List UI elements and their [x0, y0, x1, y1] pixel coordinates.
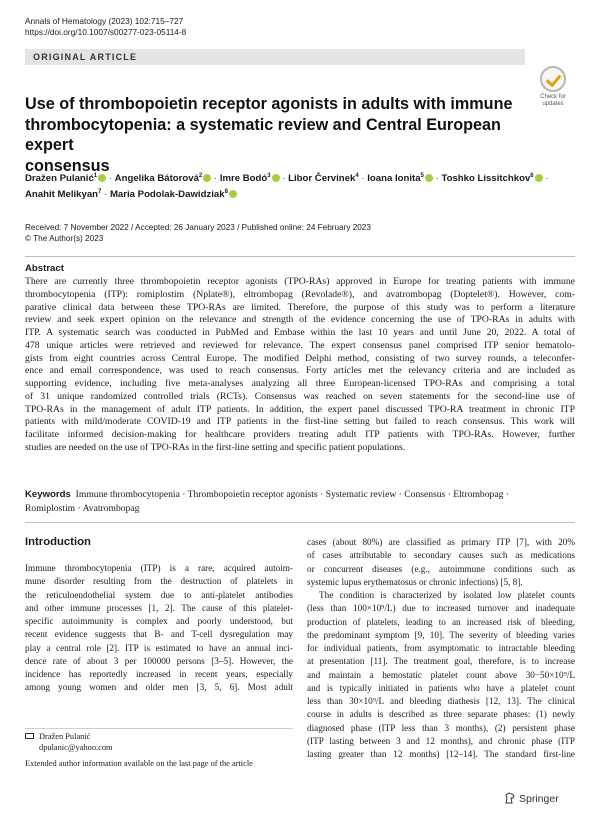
orcid-icon[interactable] — [229, 190, 237, 198]
text-line: (ITP lasting between 3 and 12 months), and chronic phase (ITP — [307, 735, 575, 746]
article-dates — [25, 222, 371, 244]
author[interactable]: Imre Bodó$^3$ — [220, 173, 280, 184]
abstract-line: patients with mild/moderate COVID-19 and ITP patients in the first-line setting but failed to reach consensus. This work will — [25, 416, 575, 428]
author[interactable]: Maria Podolak-Dawidziak$^8$ — [110, 189, 237, 200]
abstract-line: There are currently three thrombopoietin receptor agonists (TPO-RAs) approved in Europe for treating patients with immune — [25, 276, 575, 287]
text-line: play a central role [2]. ITP is estimated to have an annual inci- — [25, 642, 293, 653]
abstract-line: ence and email correspondence, was used to reach consensus. Forty articles met the relevancy criteria and are included as — [25, 365, 575, 377]
text-line: production of platelets, leading to an increased risk of bleeding, — [307, 616, 575, 627]
check-mark-icon — [540, 66, 566, 92]
title-line: thrombocytopenia: a systematic review and Central European expert — [25, 115, 501, 154]
text-line: diagnosed phase (ITP less than 3 months), (2) persistent phase — [307, 722, 575, 733]
publisher-name: Springer — [519, 793, 559, 805]
abstract-line: thrombocytopenia (ITP): romiplostim (Nplate®), eltrombopag (Revolade®), and avatrombopag (Doptelet®). However, com- — [25, 288, 575, 300]
text-line: and maintain a hemostatic platelet count above 30−50×10⁹/L — [307, 669, 575, 680]
corresponding-name: Dražen Pulanić — [39, 732, 91, 741]
abstract-body — [25, 276, 575, 455]
introduction-heading: Introduction — [25, 536, 91, 548]
abstract-line: ITP. A systematic search was conducted in PubMed and Embase within the last 10 years and until June 20, 2022. A total of — [25, 327, 575, 338]
text-line: lasting greater than 12 months) [12–14]. The standard first-line — [307, 749, 575, 759]
text-line: specific autoimmunity is complex and poorly understood, but — [25, 616, 293, 626]
author[interactable]: Libor Červinek$^4$ — [288, 172, 359, 184]
keywords-label: Keywords — [25, 489, 71, 500]
text-line: or concurrent diseases (e.g., autoimmune conditions such as — [307, 563, 575, 574]
text-line: and is typically initiated in patients who have a platelet count — [307, 682, 575, 693]
abstract-line: supporting evidence, including five meta-analyses analyzing all three European-licensed TPO-RAs and comprising a total — [25, 378, 575, 389]
abstract-line: parative clinical data between these TPO-RAs are limited. Therefore, the purpose of this study was to perform a literature — [25, 301, 575, 313]
author-list: Dražen Pulanić$^1$ · Angelika Bátorová$^2$ · Imre Bodó$^3$ · Libor Červinek$^4$ · Ioana Ionita$^5$ · Toshko Lissitchkov$^6$ · Anahit Melikyan$^7$ · Maria Podolak-Dawidziak$^8$ — [25, 172, 549, 200]
text-line: the predominant symptom [9, 10]. The severity of bleeding varies — [307, 629, 575, 640]
text-line: and other immune processes [1, 2]. The cause of this platelet- — [25, 602, 293, 613]
abstract-line: review and seek expert opinion on the relevance and strength of the evidence concerning the use of TPO-RAs in adults with — [25, 314, 575, 326]
extended-author-info: Extended author information available on the last page of the article — [25, 759, 253, 768]
article-type-label: ORIGINAL ARTICLE — [33, 52, 138, 62]
dates-line: Received: 7 November 2022 / Accepted: 26 January 2023 / Published online: 24 February 2023 — [25, 223, 371, 232]
orcid-icon[interactable] — [535, 174, 543, 182]
abstract-line: gists from eight countries across Central Europe. The modified Delphi method, consisting of two survey rounds, a teleconfer- — [25, 352, 575, 364]
abstract-line: studies are needed on the use of TPO-RAs in the first-line setting and specific patient populations. — [25, 441, 406, 453]
publisher-logo — [504, 792, 559, 805]
check-updates-text — [533, 94, 573, 107]
check-updates-line2: updates — [542, 100, 564, 107]
intro-column-right — [307, 536, 575, 761]
text-line: The condition is characterized by isolated low platelet counts — [319, 590, 575, 600]
text-line: for individual patients, from asymptomatic to intractable bleeding — [307, 643, 575, 653]
text-line: at presentation [11]. The treatment goal, therefore, is to increase — [307, 656, 575, 667]
doi-link[interactable]: https://doi.org/10.1007/s00277-023-05114-8 — [25, 27, 187, 37]
envelope-icon — [25, 733, 34, 739]
orcid-icon[interactable] — [272, 174, 280, 182]
text-line: recent evidence suggests that B- and T-cell dysregulation may — [25, 629, 293, 640]
author[interactable]: Dražen Pulanić$^1$ — [25, 173, 106, 184]
text-line: the reticuloendothelial system due to anti-platelet antibodies — [25, 589, 293, 600]
text-line: among young women and older men [3, 5, 6]. Most adult — [25, 682, 293, 693]
abstract-heading: Abstract — [25, 263, 64, 274]
text-line: less than 30×10⁹/L and bleeding diathesis [12, 13]. The clinical — [307, 696, 575, 706]
title-line: Use of thrombopoietin receptor agonists in adults with immune — [25, 95, 513, 113]
text-line: Immune thrombocytopenia (ITP) is a rare, acquired autoim- — [25, 563, 293, 573]
abstract-line: TPO-RAs in the management of adult ITP patients. In addition, the expert panel discussed TPO-RA treatment in chronic ITP — [25, 403, 575, 415]
copyright-line: © The Author(s) 2023 — [25, 234, 104, 243]
text-line: incidence has reportedly increased in recent years, especially — [25, 669, 293, 679]
keywords — [25, 488, 575, 515]
keywords-line: Immune thrombocytopenia · Thrombopoietin receptor agonists · Systematic review · Consensus · Eltrombopag · — [75, 489, 509, 500]
author[interactable]: Angelika Bátorová$^2$ — [115, 173, 212, 184]
intro-column-left — [25, 562, 293, 695]
orcid-icon[interactable] — [425, 174, 433, 182]
footnote-divider — [25, 728, 293, 729]
divider — [25, 522, 575, 523]
article-type-band — [25, 49, 525, 65]
text-line: systemic lupus erythematosus or chronic infections) [5, 8]. — [307, 576, 523, 587]
abstract-line: of 31 unique randomized controlled trials (RCTs). Consensus was reached on seven statements for the second-line use of — [25, 390, 575, 402]
orcid-icon[interactable] — [203, 174, 211, 182]
corresponding-author — [25, 731, 113, 753]
text-line: cases (about 80%) are classified as primary ITP [7], with 20% — [307, 537, 575, 547]
text-line: of cases attributable to secondary causes such as medications — [307, 550, 575, 561]
springer-horse-icon — [504, 792, 516, 804]
article-title — [25, 94, 535, 176]
journal-line: Annals of Hematology (2023) 102:715–727 — [25, 16, 184, 26]
orcid-icon[interactable] — [98, 174, 106, 182]
corresponding-email[interactable]: dpulanic@yahoo.com — [39, 743, 113, 752]
abstract-line: facilitate informed decision-making for healthcare providers treating adult ITP patients with TPO-RAs. However, further — [25, 429, 575, 440]
text-line: mune disorder resulting from the destruction of platelets in — [25, 576, 293, 587]
text-line: (less than 100×10⁹/L) due to increased turnover and inadequate — [307, 603, 575, 614]
check-for-updates-badge[interactable] — [533, 66, 573, 107]
divider — [25, 256, 575, 257]
author[interactable]: Anahit Melikyan$^7$ — [25, 188, 102, 200]
author[interactable]: Ioana Ionita$^5$ — [367, 173, 433, 184]
keywords-line: Romiplostim · Avatrombopag — [25, 502, 140, 514]
text-line: course in adults is described as three separate phases: (1) newly — [307, 709, 575, 720]
text-line: dence rate of about 3 per 100000 persons [3–5]. However, the — [25, 655, 293, 666]
check-updates-line1: Check for — [540, 94, 566, 100]
title-line: consensus — [25, 156, 110, 175]
journal-citation — [25, 16, 186, 38]
author[interactable]: Toshko Lissitchkov$^6$ — [441, 173, 542, 184]
abstract-line: 478 unique articles were retrieved and reviewed for relevance. The expert consensus panel comprised ITP senior hematolo- — [25, 339, 575, 351]
